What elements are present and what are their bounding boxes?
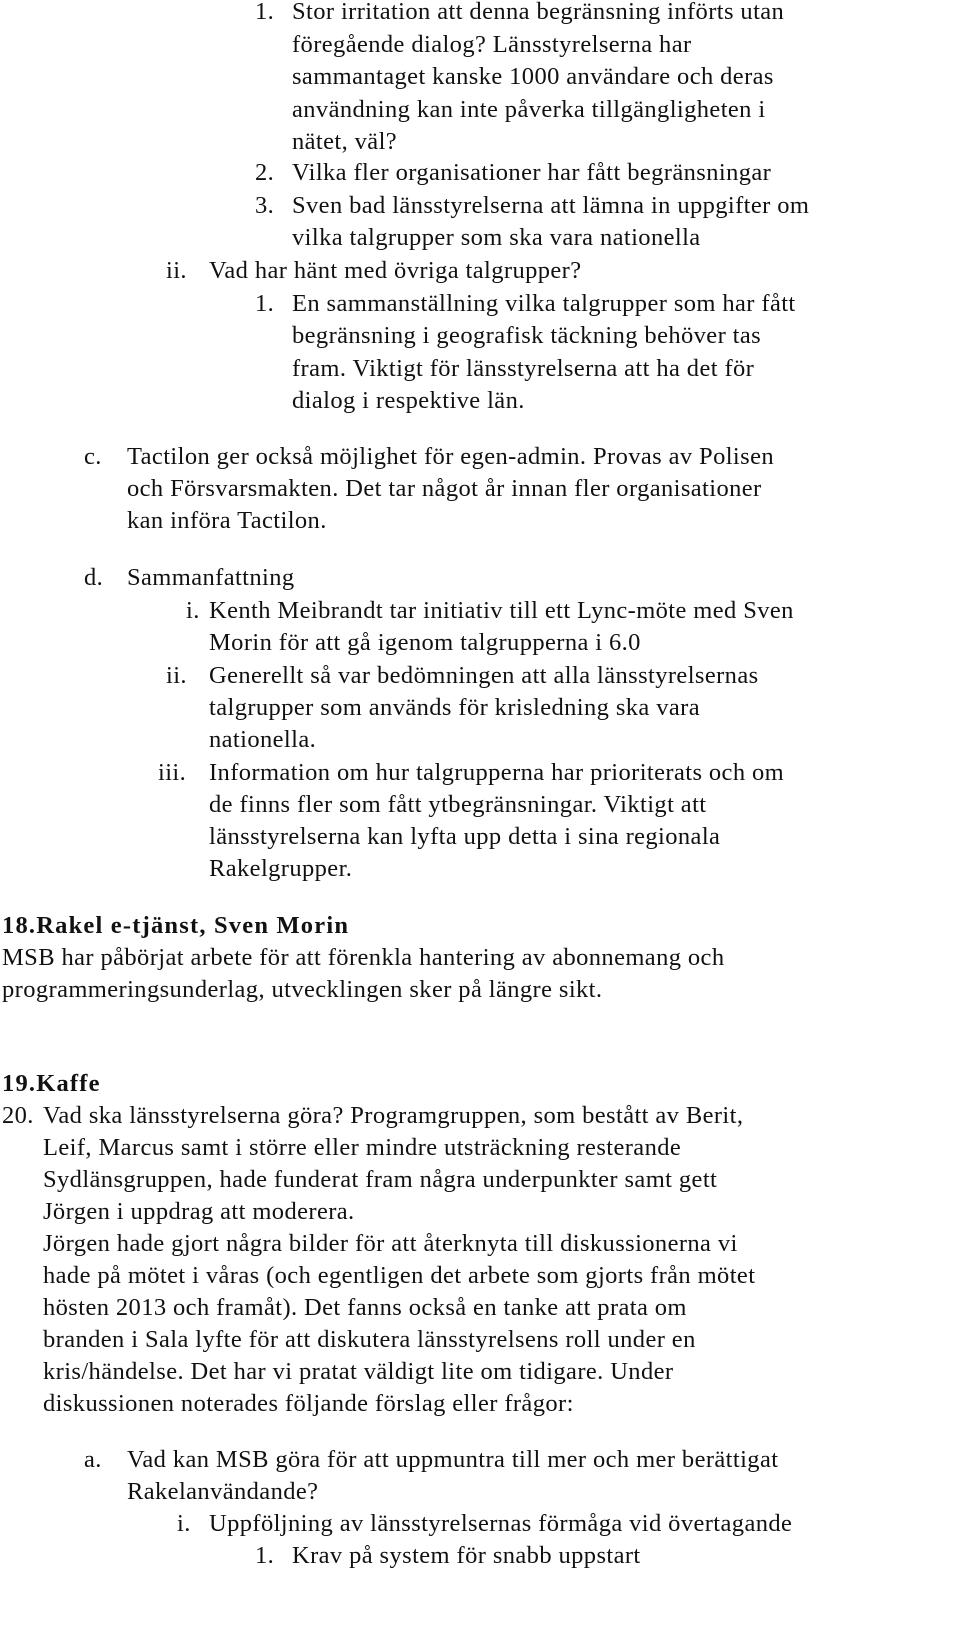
text-line: Rakelanvändande? <box>127 1478 319 1505</box>
text-line: sammantaget kanske 1000 användare och deras <box>292 63 774 90</box>
text-line: Vad kan MSB göra för att uppmuntra till mer och mer berättigat <box>127 1446 779 1473</box>
list-marker: ii. <box>166 257 187 284</box>
list-marker: c. <box>84 443 102 470</box>
text-line: Information om hur talgrupperna har prioriterats och om <box>209 759 785 786</box>
text-line: talgrupper som används för krisledning ska vara <box>209 694 700 721</box>
section-heading: Sammanfattning <box>127 564 295 591</box>
list-marker: 3. <box>255 192 275 219</box>
text-line: föregående dialog? Länsstyrelserna har <box>292 31 692 58</box>
text-line: Leif, Marcus samt i större eller mindre utsträckning resterande <box>43 1134 682 1161</box>
section-heading-19: 19.Kaffe <box>2 1070 101 1097</box>
text-line: nationella. <box>209 726 317 753</box>
list-marker: i. <box>186 597 200 624</box>
list-marker: iii. <box>158 759 187 786</box>
list-marker: 1. <box>255 0 275 25</box>
text-line: Jörgen i uppdrag att moderera. <box>43 1198 355 1225</box>
text-line: länsstyrelserna kan lyfta upp detta i sina regionala <box>209 823 721 850</box>
text-line: Vad ska länsstyrelserna göra? Programgruppen, som bestått av Berit, <box>43 1102 744 1129</box>
text-line: dialog i respektive län. <box>292 387 525 414</box>
text-line: kan införa Tactilon. <box>127 507 327 534</box>
list-marker: ii. <box>166 662 187 689</box>
text-line: fram. Viktigt för länsstyrelserna att ha det för <box>292 355 755 382</box>
text-line: En sammanställning vilka talgrupper som har fått <box>292 290 796 317</box>
text-line: hösten 2013 och framåt). Det fanns också en tanke att prata om <box>43 1294 687 1321</box>
text-line: nätet, väl? <box>292 128 398 155</box>
text-line: vilka talgrupper som ska vara nationella <box>292 224 701 251</box>
text-line: Uppföljning av länsstyrelsernas förmåga vid övertagande <box>209 1510 793 1537</box>
text-line: kris/händelse. Det har vi pratat väldigt lite om tidigare. Under <box>43 1358 674 1385</box>
text-line: MSB har påbörjat arbete för att förenkla hantering av abonnemang och <box>2 944 725 971</box>
text-line: branden i Sala lyfte för att diskutera länsstyrelsens roll under en <box>43 1326 696 1353</box>
text-line: Kenth Meibrandt tar initiativ till ett Lync-möte med Sven <box>209 597 794 624</box>
text-line: diskussionen noterades följande förslag eller frågor: <box>43 1390 574 1417</box>
text-line: Krav på system för snabb uppstart <box>292 1542 641 1569</box>
text-line: Vad har hänt med övriga talgrupper? <box>209 257 582 284</box>
text-line: programmeringsunderlag, utvecklingen sker på längre sikt. <box>2 976 603 1003</box>
text-line: Jörgen hade gjort några bilder för att återknyta till diskussionerna vi <box>43 1230 738 1257</box>
list-marker: a. <box>84 1446 102 1473</box>
text-line: Vilka fler organisationer har fått begränsningar <box>292 159 772 186</box>
text-line: Tactilon ger också möjlighet för egen-admin. Provas av Polisen <box>127 443 775 470</box>
list-marker: 2. <box>255 159 275 186</box>
text-line: Sydlänsgruppen, hade funderat fram några underpunkter samt gett <box>43 1166 718 1193</box>
list-marker: d. <box>84 564 104 591</box>
text-line: och Försvarsmakten. Det tar något år innan fler organisationer <box>127 475 762 502</box>
list-marker: i. <box>177 1510 191 1537</box>
text-line: Rakelgrupper. <box>209 855 353 882</box>
text-line: hade på mötet i våras (och egentligen det arbete som gjorts från mötet <box>43 1262 756 1289</box>
text-line: Stor irritation att denna begränsning införts utan <box>292 0 785 25</box>
text-line: Sven bad länsstyrelserna att lämna in uppgifter om <box>292 192 810 219</box>
text-line: användning kan inte påverka tillgängligheten i <box>292 96 766 123</box>
list-marker: 1. <box>255 290 275 317</box>
text-line: Generellt så var bedömningen att alla länsstyrelsernas <box>209 662 759 689</box>
text-line: de finns fler som fått ytbegränsningar. Viktigt att <box>209 791 707 818</box>
list-marker: 1. <box>255 1542 275 1569</box>
text-line: begränsning i geografisk täckning behöver tas <box>292 322 762 349</box>
section-heading-18: 18.Rakel e-tjänst, Sven Morin <box>2 912 350 939</box>
list-marker: 20. <box>2 1102 34 1129</box>
text-line: Morin för att gå igenom talgrupperna i 6.0 <box>209 629 641 656</box>
